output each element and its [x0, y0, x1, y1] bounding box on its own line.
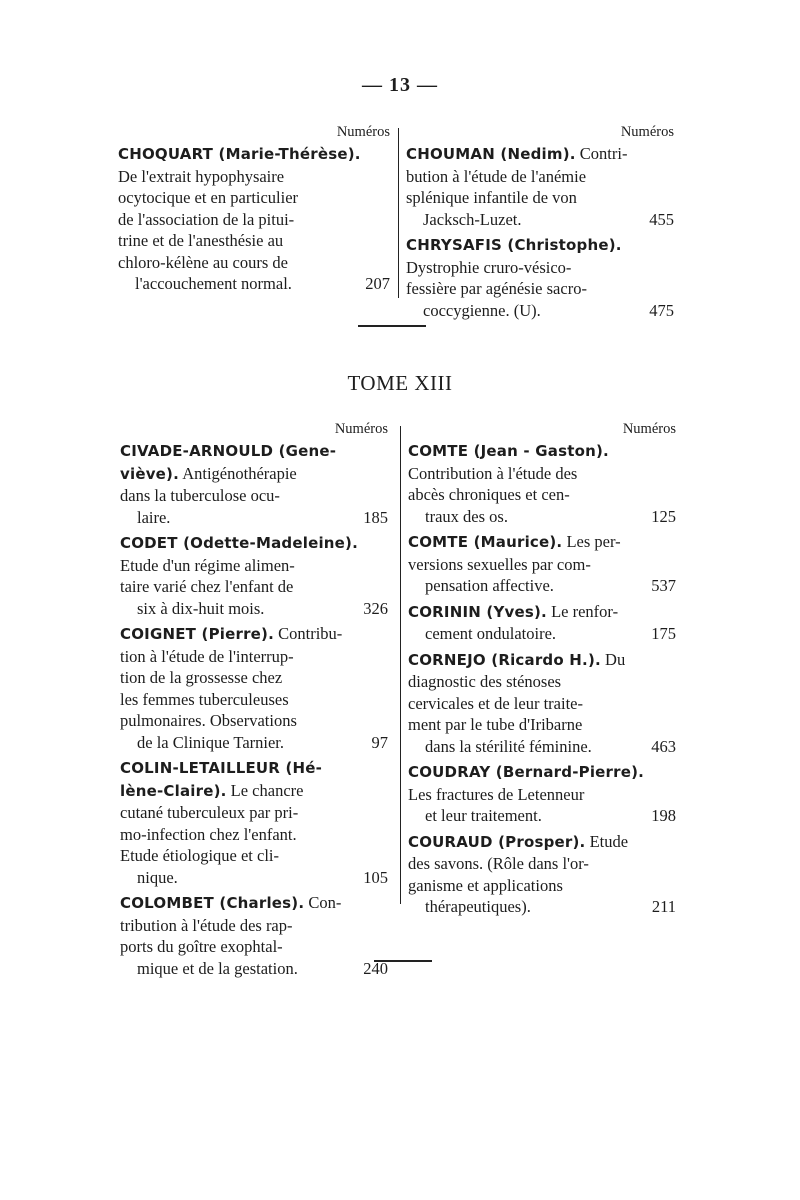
entry-title-line: et leur traitement. — [425, 806, 542, 825]
bottom-left-column — [120, 421, 388, 983]
entry-title-start: Le chancre — [230, 780, 304, 800]
entry-author: COURAUD (Prosper). — [408, 832, 586, 851]
entry-title-line: cervicales et de leur traite- — [408, 693, 583, 713]
entry-author: CIVADE-ARNOULD (Gene- — [120, 442, 337, 460]
index-entry — [408, 601, 676, 645]
entry-title-line: ports du goître exophtal- — [120, 937, 283, 956]
index-entry — [406, 143, 674, 230]
entry-author: COLIN-LETAILLEUR (Hé- — [120, 759, 323, 777]
entry-title-line: Dystrophie cruro-vésico- — [406, 257, 572, 277]
entry-title-line: six à dix-huit mois. — [137, 598, 265, 618]
entry-title-start: Contribu- — [278, 624, 343, 643]
entry-author: CORININ (Yves). — [408, 602, 547, 621]
entry-title-line: tion à l'étude de l'interrup- — [120, 646, 294, 666]
entry-title-line: coccygienne. (U). — [423, 300, 541, 320]
entry-title-start: Con- — [308, 893, 342, 912]
entry-author-continued: viève). — [120, 464, 179, 483]
thesis-number: 475 — [649, 300, 674, 320]
thesis-number: 211 — [651, 897, 676, 916]
entry-title-line: chloro-kélène au cours de — [118, 252, 288, 272]
entry-author: COUDRAY (Bernard-Pierre). — [408, 763, 645, 781]
entry-title-line: ocytocique et en particulier — [118, 188, 299, 207]
index-entry — [408, 440, 676, 527]
entry-title-line: mo-infection chez l'enfant. — [120, 824, 297, 844]
thesis-number: 97 — [371, 732, 388, 752]
entry-title-line: traux des os. — [425, 506, 508, 526]
entry-title-line: ganisme et applications — [408, 875, 563, 895]
top-column-divider — [398, 128, 399, 298]
page-number: — 13 — — [362, 74, 438, 96]
section-separator-rule — [358, 325, 426, 327]
entry-title-start: Etude — [589, 831, 629, 851]
index-entry — [408, 531, 676, 597]
entry-author: CODET (Odette-Madeleine). — [120, 534, 358, 552]
numeros-header: Numéros — [334, 421, 388, 437]
thesis-number: 175 — [651, 624, 676, 643]
entry-title-line: taire varié chez l'enfant de — [120, 577, 294, 596]
entry-title-line: ment par le tube d'Iribarne — [408, 715, 583, 734]
entry-title-start: Antigénothérapie — [182, 463, 297, 483]
entry-title-line: Contribution à l'étude des — [408, 463, 578, 483]
thesis-number: 207 — [365, 274, 390, 293]
entry-title-line: diagnostic des sténoses — [408, 672, 562, 691]
entry-author: COIGNET (Pierre). — [120, 625, 274, 643]
entry-title-line: dans la stérilité féminine. — [425, 736, 592, 756]
entry-title-line: thérapeutiques). — [425, 897, 531, 916]
numeros-header: Numéros — [620, 124, 674, 140]
entry-title-line: fessière par agénésie sacro- — [406, 279, 587, 298]
entry-title-line: cutané tuberculeux par pri- — [120, 803, 299, 822]
index-entry — [118, 143, 390, 295]
entry-author: COMTE (Maurice). — [408, 533, 563, 551]
entry-title-start: Du — [605, 649, 626, 669]
entry-title-line: cement ondulatoire. — [425, 624, 557, 643]
entry-title-line: pensation affective. — [425, 576, 554, 595]
numeros-header: Numéros — [336, 124, 390, 140]
entry-title-line: mique et de la gestation. — [137, 958, 298, 978]
end-rule — [374, 960, 432, 962]
entry-author: CHOQUART (Marie-Thérèse). — [118, 145, 361, 163]
entry-title-line: l'accouchement normal. — [135, 274, 292, 293]
thesis-number: 463 — [651, 736, 676, 756]
entry-title-line: splénique infantile de von — [406, 188, 577, 207]
index-entry — [408, 761, 676, 827]
entry-title-start: Le renfor- — [551, 601, 619, 621]
entry-title-line: versions sexuelles par com- — [408, 554, 591, 574]
index-entry — [120, 892, 388, 979]
entry-title-line: les femmes tuberculeuses — [120, 689, 289, 709]
entry-title-line: Etude d'un régime alimen- — [120, 555, 295, 575]
index-entry — [120, 532, 388, 619]
bottom-column-divider — [400, 426, 401, 904]
entry-author: CORNEJO (Ricardo H.). — [408, 650, 601, 669]
index-entry — [120, 757, 388, 888]
index-entry — [406, 234, 674, 321]
entry-title-line: Etude étiologique et cli- — [120, 846, 279, 865]
thesis-number: 455 — [649, 209, 674, 229]
entry-title-line: pulmonaires. Observations — [120, 711, 297, 730]
entry-title-line: Jacksch-Luzet. — [423, 209, 522, 229]
bottom-right-column — [408, 421, 676, 922]
thesis-number: 105 — [363, 867, 388, 887]
thesis-number: 125 — [651, 506, 676, 526]
thesis-number: 537 — [651, 576, 676, 595]
entry-title-line: bution à l'étude de l'anémie — [406, 166, 587, 186]
entry-title-start: Contri- — [579, 144, 628, 163]
entry-title-line: De l'extrait hypophysaire — [118, 166, 285, 186]
entry-title-line: tribution à l'étude des rap- — [120, 915, 293, 935]
entry-title-start: Les per- — [566, 532, 621, 551]
index-entry — [120, 440, 388, 528]
entry-title-line: laire. — [137, 507, 171, 527]
top-left-column — [118, 124, 390, 299]
entry-author: CHRYSAFIS (Christophe). — [406, 236, 622, 254]
thesis-number: 240 — [363, 958, 388, 978]
entry-title-line: Les fractures de Letenneur — [408, 784, 585, 804]
thesis-number: 198 — [651, 806, 676, 825]
top-right-column — [406, 124, 674, 325]
entry-title-line: tion de la grossesse chez — [120, 668, 283, 687]
entry-title-line: abcès chroniques et cen- — [408, 485, 570, 504]
section-title: TOME XIII — [347, 371, 453, 395]
index-entry — [120, 623, 388, 753]
thesis-number: 185 — [363, 507, 388, 527]
entry-title-line: nique. — [137, 867, 178, 887]
thesis-number: 326 — [363, 598, 388, 618]
entry-author: COLOMBET (Charles). — [120, 894, 305, 912]
entry-title-line: de l'association de la pitui- — [118, 209, 295, 229]
index-entry — [408, 831, 676, 918]
entry-title-line: trine et de l'anesthésie au — [118, 231, 284, 250]
entry-author: CHOUMAN (Nedim). — [406, 145, 576, 163]
entry-author-continued: lène-Claire). — [120, 781, 227, 800]
entry-author: COMTE (Jean - Gaston). — [408, 442, 609, 460]
entry-title-line: de la Clinique Tarnier. — [137, 732, 285, 752]
entry-title-line: des savons. (Rôle dans l'or- — [408, 854, 589, 873]
entry-title-line: dans la tuberculose ocu- — [120, 486, 280, 505]
index-entry — [408, 649, 676, 758]
numeros-header: Numéros — [622, 421, 676, 437]
